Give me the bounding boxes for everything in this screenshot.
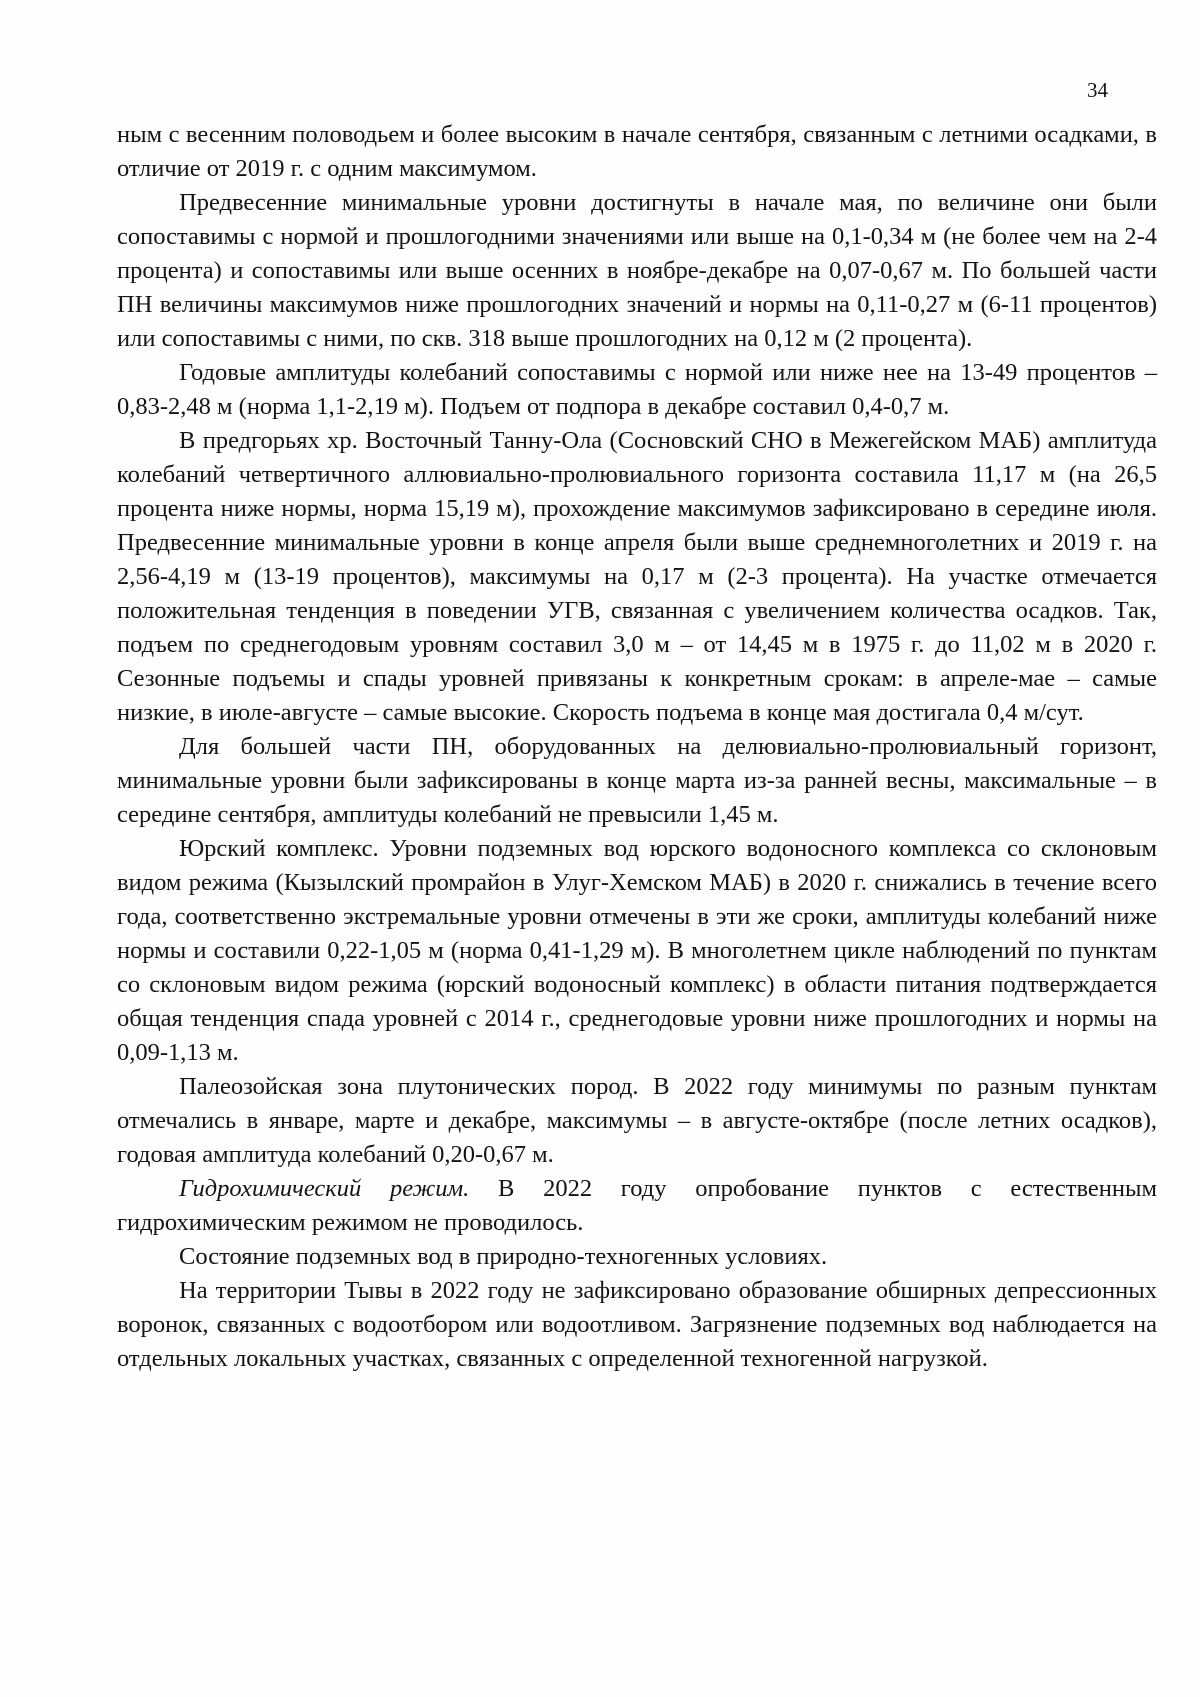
paragraph-hydrochemical-regime <box>117 1172 1157 1240</box>
paragraph-deluvial-horizon: Для большей части ПН, оборудованных на делювиально-пролювиальный горизонт, минимальные уровни были зафиксированы в конце марта из-за ранней весны, максимальные – в середине сентября, амплитуды колебаний не превысили 1,45 м. <box>117 733 1157 828</box>
paragraph-paleozoic-zone: Палеозойская зона плутонических пород. В 2022 году минимумы по разным пунктам отмечались в январе, марте и декабре, максимумы – в августе-октябре (после летних осадков), годовая амплитуда колебаний 0,20-0,67 м. <box>117 1073 1157 1168</box>
page-number: 34 <box>1087 78 1108 102</box>
paragraph-continuation: ным с весенним половодьем и более высоким в начале сентября, связанным с летними осадками, в отличие от 2019 г. с одним максимумом. <box>117 121 1157 182</box>
paragraph-jurassic-complex: Юрский комплекс. Уровни подземных вод юрского водоносного комплекса со склоновым видом режима (Кызылский промрайон в Улуг-Хемском МАБ) в 2020 г. снижались в течение всего года, соответственно экстремальные уровни отмечены в эти же сроки, амплитуды колебаний ниже нормы и составили 0,22-1,05 м (норма 0,41-1,29 м). В многолетнем цикле наблюдений по пунктам со склоновым видом режима (юрский водоносный комплекс) в области питания подтверждается общая тенденция спада уровней с 2014 г., среднегодовые уровни ниже прошлогодних и нормы на 0,09-1,13 м. <box>117 835 1157 1066</box>
paragraph-tyva-territory: На территории Тывы в 2022 году не зафиксировано образование обширных депрессионных воронок, связанных с водоотбором или водоотливом. Загрязнение подземных вод наблюдается на отдельных локальных участках, связанных с определенной техногенной нагрузкой. <box>117 1277 1157 1372</box>
hydrochemical-regime-heading: Гидрохимический режим. <box>179 1175 470 1202</box>
hydrochemical-regime-text: В 2022 году опробование пунктов с естественным гидрохимическим режимом не проводилось. <box>117 1175 1157 1236</box>
paragraph-tannu-ola-foothills: В предгорьях хр. Восточный Танну-Ола (Сосновский СНО в Межегейском МАБ) амплитуда колебаний четвертичного аллювиально-пролювиального горизонта составила 11,17 м (на 26,5 процента ниже нормы, норма 15,19 м), прохождение максимумов зафиксировано в середине июля. Предвесенние минимальные уровни в конце апреля были выше среднемноголетних и 2019 г. на 2,56-4,19 м (13-19 процентов), максимумы на 0,17 м (2-3 процента). На участке отмечается положительная тенденция в поведении УГВ, связанная с увеличением количества осадков. Так, подъем по среднегодовым уровням составил 3,0 м – от 14,45 м в 1975 г. до 11,02 м в 2020 г. Сезонные подъемы и спады уровней привязаны к конкретным срокам: в апреле-мае – самые низкие, в июле-августе – самые высокие. Скорость подъема в конце мая достигала 0,4 м/сут. <box>117 427 1157 726</box>
paragraph-annual-amplitudes: Годовые амплитуды колебаний сопоставимы с нормой или ниже нее на 13-49 процентов – 0,83-2,48 м (норма 1,1-2,19 м). Подъем от подпора в декабре составил 0,4-0,7 м. <box>117 359 1157 420</box>
paragraph-section-title: Состояние подземных вод в природно-техногенных условиях. <box>179 1243 828 1270</box>
paragraph-prespring-levels: Предвесенние минимальные уровни достигнуты в начале мая, по величине они были сопоставимы с нормой и прошлогодними значениями или выше на 0,1-0,34 м (не более чем на 2-4 процента) и сопоставимы или выше осенних в ноябре-декабре на 0,07-0,67 м. По большей части ПН величины максимумов ниже прошлогодних значений и нормы на 0,11-0,27 м (6-11 процентов) или сопоставимы с ними, по скв. 318 выше прошлогодних на 0,12 м (2 процента). <box>117 189 1157 352</box>
document-body <box>117 118 1157 1376</box>
